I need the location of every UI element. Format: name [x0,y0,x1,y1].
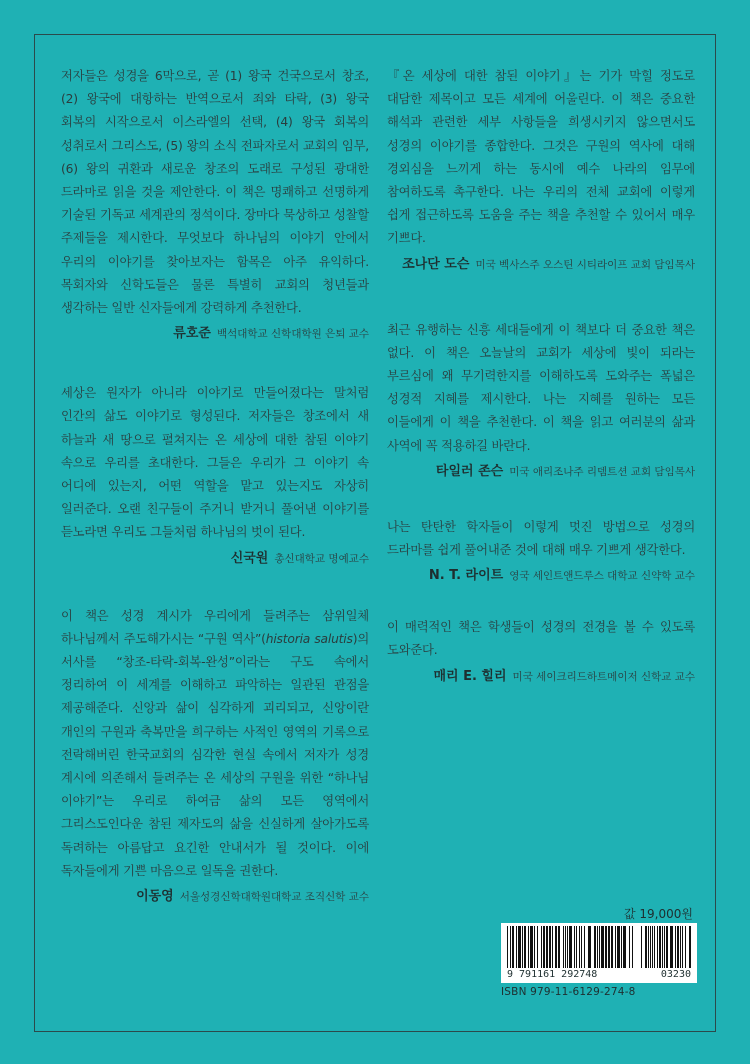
barcode-bar [623,926,626,968]
endorser-name: 이동영 [136,889,174,905]
barcode-bar [579,926,580,968]
endorsement-text: 나는 탄탄한 학자들이 이렇게 멋진 방법으로 성경의 드라마를 쉽게 풀어내준 것에 대해 매우 기쁘게 생각한다. [387,519,695,558]
barcode-bar [507,926,508,968]
barcode-bar [685,926,686,968]
barcode-bar [558,926,560,968]
left-column [61,65,369,907]
barcode-bar [543,926,545,968]
endorsement-attribution [61,324,369,344]
endorsement-2 [61,382,369,568]
endorser-affiliation: 미국 세이크리드하트메이저 신학교 교수 [512,670,695,683]
endorsement-text: 세상은 원자가 아니라 이야기로 만들어졌다는 말처럼 인간의 삶도 이야기로 형성된다. 저자들은 창조에서 새 하늘과 새 땅으로 펼쳐지는 온 세상에 대한 참된 이야기 속으로 우리를 초대한다. 그들은 우리가 그 이야기 속 어디에 있는지, 어떤 역할을 맡고 있는지도 자상히 일러준다. 오랜 친구들이 주거니 받거니 풀어낸 이야기를 듣노라면 우리도 그들처럼 하나님의 벗이 된다. [61,386,369,540]
barcode-box [501,923,697,983]
barcode-bar [555,926,557,968]
endorsement-text: 『온 세상에 대한 참된 이야기』는 기가 막힐 정도로 대담한 제목이고 모든 세계에 어울린다. 이 책은 중요한 해석과 관련한 세부 사항들을 희생시키지 않으면서도 성경의 이야기를 종합한다. 그것은 구원의 역사에 대해 경외심을 느끼게 하는 동시에 예수 나라의 임무에 참여하도록 촉구한다. 나는 우리의 전체 교회에 이렇게 쉽게 접근하도록 도움을 주는 책을 추천할 수 있어서 매우 기쁘다. [387,69,695,246]
barcode-bar [680,926,681,968]
barcode-bar [648,926,649,968]
barcode-bar [605,926,607,968]
barcode-bar [522,926,523,968]
endorser-affiliation: 총신대학교 명예교수 [274,552,369,565]
barcode-bar [546,926,548,968]
barcode-bar [567,926,568,968]
barcode-bar [611,926,613,968]
endorser-name: 매리 E. 힐리 [433,668,507,684]
barcode-bar [537,926,538,968]
endorser-name: N. T. 라이트 [428,568,504,584]
right-column [387,65,695,687]
barcode-bar [528,926,529,968]
barcode-bar [682,926,683,968]
barcode-bar [530,926,533,968]
barcode-bar [549,926,551,968]
endorser-name: 신국원 [230,550,269,566]
barcode-bar [563,926,564,968]
barcode-bar [650,926,651,968]
barcode-bar [569,926,572,968]
barcode-bar [662,926,663,968]
endorsement-4 [387,65,695,275]
isbn-barcode [501,923,697,998]
barcode-bar [518,926,521,968]
barcode-bar [534,926,535,968]
barcode-bar [652,926,653,968]
barcode-bar [632,926,633,968]
endorsement-1 [61,65,369,344]
barcode-bar [594,926,596,968]
barcode-bar [541,926,542,968]
endorsement-6 [387,516,695,586]
barcode-bar [574,926,575,968]
barcode-bar [629,926,630,968]
price-label: 값 19,000원 [624,907,693,921]
endorser-affiliation: 미국 애리조나주 리뎀트션 교회 담임목사 [509,465,695,478]
barcode-bar [670,926,673,968]
barcode-bar [597,926,598,968]
endorser-affiliation: 백석대학교 신학대학원 은퇴 교수 [216,328,369,341]
endorsement-text-part: 이 책은 성경 계시가 우리에게 들려주는 삼위일체 하나님께서 주도해가시는 “구원 역사”( [61,608,369,646]
barcode-bar [659,926,661,968]
isbn-number: ISBN 979-11-6129-274-8 [501,986,636,998]
barcode-bar [664,926,665,968]
endorsement-attribution [387,255,695,275]
barcode-bar [621,926,622,968]
barcode-bar [654,926,655,968]
endorsement-attribution [61,887,369,907]
barcode-bar [599,926,600,968]
barcode-bar [675,926,676,968]
barcode-bar [677,926,679,968]
endorser-name: 조나단 도슨 [402,256,470,272]
barcode-bar [608,926,610,968]
endorsement-text: 이 매력적인 책은 학생들이 성경의 전경을 볼 수 있도록 도와준다. [387,620,695,658]
barcode-bar [576,926,577,968]
barcode-bar [565,926,566,968]
barcode-bar [601,926,604,968]
barcode-bar [581,926,582,968]
endorsement-attribution [387,667,695,687]
barcode-digits [505,968,693,981]
barcode-bar [552,926,553,968]
barcode-bar [666,926,668,968]
endorsement-text: 저자들은 성경을 6막으로, 곧 (1) 왕국 건국으로서 창조, (2) 왕국에 대항하는 반역으로서 죄와 타락, (3) 왕국 회복의 시작으로서 이스라엘의 선택, (4) 왕국 회복의 성취로서 그리스도, (5) 왕의 소식 전파자로서 교회의 임무, (6) 왕의 귀환과 새로운 창조의 도래로 구성된 광대한 드라마로 읽을 것을 제안한다. 이 책은 명쾌하고 선명하게 기술된 기독교 세계관의 정석이다. 장마다 묵상하고 성찰할 주제들을 제시한다. 무엇보다 하나님의 이야기 안에서 우리의 이야기를 찾아보자는 함목은 아주 유익하다. 목회자와 신학도들은 물론 특별히 교회의 청년들과 생각하는 일반 신자들에게 강력하게 추천한다. [61,69,369,316]
back-cover-panel [34,34,716,1032]
barcode-bar [657,926,658,968]
endorsement-text: 최근 유행하는 신흥 세대들에게 이 책보다 더 중요한 책은 없다. 이 책은 오늘날의 교회가 세상에 빛이 되라는 부르심에 왜 무기력한지를 이해하도록 도와주는 폭넓은 성경적 지혜를 제시한다. 나는 지혜를 원하는 모든 이들에게 이 책을 추천한다. 이 책을 읽고 여러분의 삶과 사역에 꼭 적용하길 바란다. [387,322,695,453]
barcode-bar [512,926,514,968]
barcode-bar [615,926,616,968]
barcode-bar [645,926,647,968]
endorsement-attribution [387,566,695,586]
barcode-bar [617,926,620,968]
endorsement-attribution [387,462,695,482]
barcode-bar [584,926,585,968]
barcode-bar [516,926,517,968]
barcode-bars [505,926,693,968]
endorsement-text-part: )의 서사를 “창조-타락-회복-완성”이라는 구도 속에서 정리하여 이 세계를 이해하고 파악하는 일관된 관점을 제공해준다. 신앙과 삶이 심각하게 괴리되고, 신앙이란 개인의 구원과 축복만을 희구하는 사적인 영역의 기록으로 전락해버린 한국교회의 심각한 현실 속에서 저자가 성경 계시에 의존해서 들려주는 온 세상의 구원을 위한 “하나님 이야기”는 우리로 하여금 삶의 모든 영역에서 그리스도인다운 참된 제자도의 삶을 신실하게 살아가도록 독려하는 아름답고 요긴한 안내서가 될 것이다. 이에 독자들에게 기쁜 마음으로 일독을 권한다. [61,631,370,878]
endorsement-attribution [61,549,369,569]
endorsement-text [61,605,369,883]
barcode-bar [524,926,526,968]
endorser-affiliation: 서울성경신학대학원대학교 조직신학 교수 [179,891,369,904]
endorser-affiliation: 영국 세인트앤드루스 대학교 신약학 교수 [509,570,695,583]
barcode-bar [588,926,591,968]
endorsement-7 [387,616,695,686]
barcode-bar [510,926,511,968]
barcode-digits-left: 9 791161 292748 [507,969,598,980]
endorsement-3 [61,605,369,907]
barcode-digits-right: 03230 [660,969,691,980]
endorser-affiliation: 미국 벡사스주 오스틴 시티라이프 교회 담임목사 [475,258,695,271]
endorsement-text-italic: historia salutis [265,631,353,646]
endorser-name: 류호준 [173,326,211,342]
endorser-name: 타일러 존슨 [435,463,504,479]
barcode-bar [689,926,691,968]
endorsement-5 [387,319,695,482]
barcode-bar [641,926,642,968]
